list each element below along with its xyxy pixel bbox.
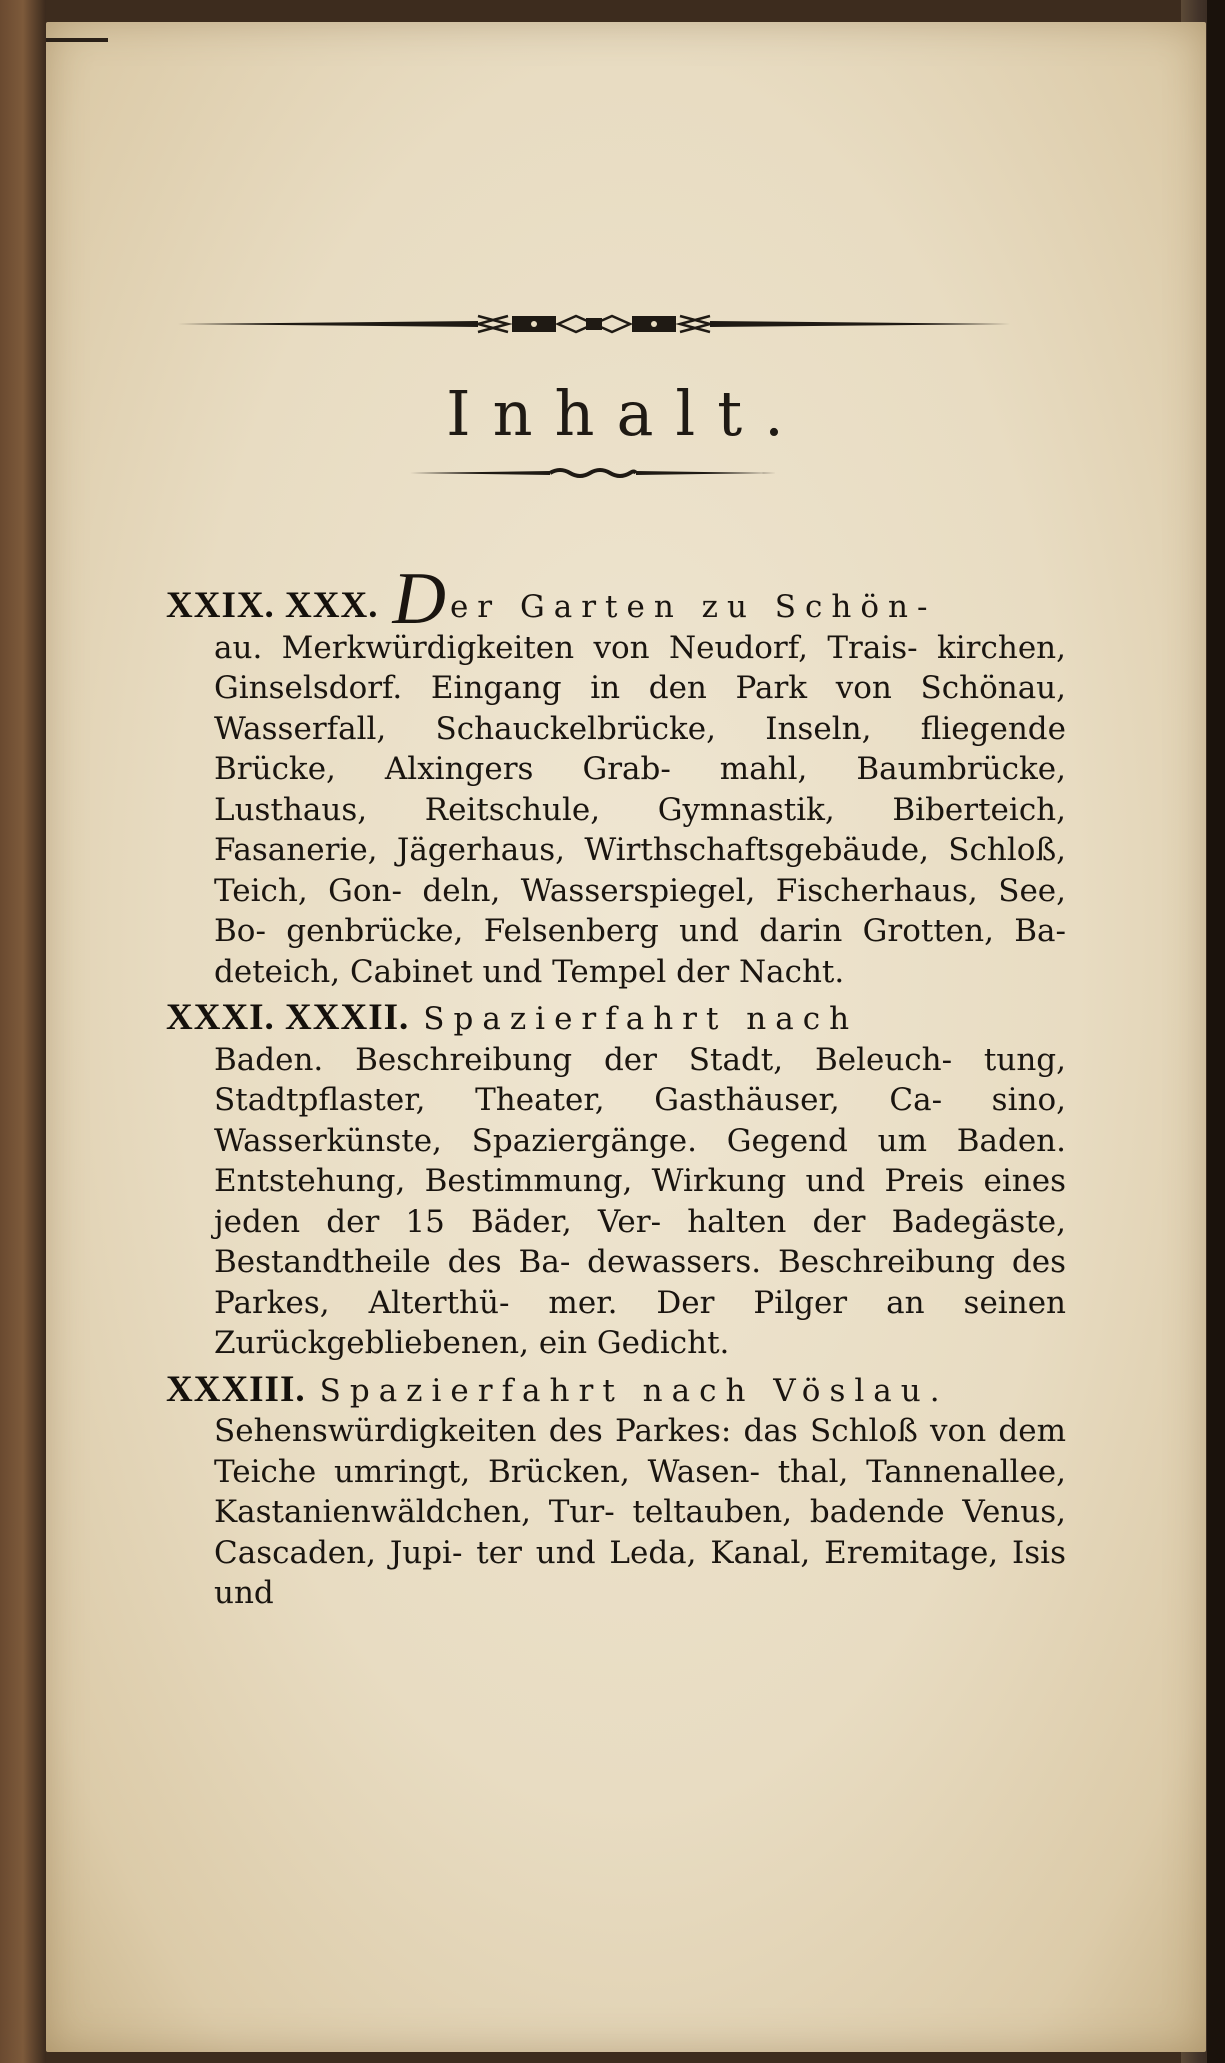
drop-cap: D (392, 558, 446, 640)
page-corner-line (46, 38, 108, 42)
table-of-contents (166, 558, 1066, 1620)
left-book-edge (0, 0, 46, 2063)
entry-description: au. Merkwürdigkeiten von Neudorf, Trais- kirchen, Ginselsdorf. Eingang in den Park von Schönau, Wasserfall, Schauckelbrücke, Inseln, fliegende Brücke, Alxingers Grab- mahl, Baumbrücke, Lusthaus, Reitschule, Gymnastik, Biberteich, Fasanerie, Jägerhaus, Wirthschaftsgebäude, Schloß, Teich, Gon- deln, Wasserspiegel, Fischerhaus, See, Bo- genbrücke, Felsenberg und darin Grotten, Ba- deteich, Cabinet und Tempel der Nacht. (214, 629, 1066, 990)
entry-heading-line (166, 1370, 1066, 1412)
ornamental-header-rule (178, 310, 1010, 338)
chapter-numerals: XXXIII. (166, 1368, 306, 1410)
chapter-numerals: XXXI. XXXII. (166, 997, 410, 1038)
entry-heading-line (166, 998, 1066, 1040)
chapter-numerals: XXIX. XXX. (166, 585, 379, 626)
toc-entry (166, 558, 1066, 992)
toc-entry (166, 1370, 1066, 1614)
entry-description: Sehenswürdigkeiten des Parkes: das Schloß von dem Teiche umringt, Brücken, Wasen- thal, Tannenallee, Kastanienwäldchen, Tur- teltauben, badende Venus, Cascaden, Jupi- ter und Leda, Kanal, Eremitage, Isis und (214, 1413, 1066, 1611)
right-dark-strip (1207, 0, 1225, 2063)
toc-entry (166, 998, 1066, 1364)
entry-lead-text: Spazierfahrt nach (423, 1001, 859, 1037)
entry-lead-text: er Garten zu Schön- (449, 589, 937, 625)
entry-description: Baden. Beschreibung der Stadt, Beleuch- tung, Stadtpflaster, Theater, Gasthäuser, Ca- sino, Wasserkünste, Spaziergänge. Gegend um Baden. Entstehung, Bestimmung, Wirkung und Preis eines jeden der 15 Bäder, Ver- halten der Badegäste, Bestandtheile des Ba- dewassers. Beschreibung des Parkes, Alterthü- mer. Der Pilger an seinen Zurückgebliebenen, ein Gedicht. (214, 1041, 1066, 1361)
title-underline-ornament (410, 466, 776, 480)
page-title: Inhalt. (446, 377, 806, 450)
book-page (46, 22, 1206, 2052)
entry-lead-text: Spazierfahrt nach Vöslau. (319, 1372, 949, 1409)
entry-heading-line (166, 558, 1066, 640)
